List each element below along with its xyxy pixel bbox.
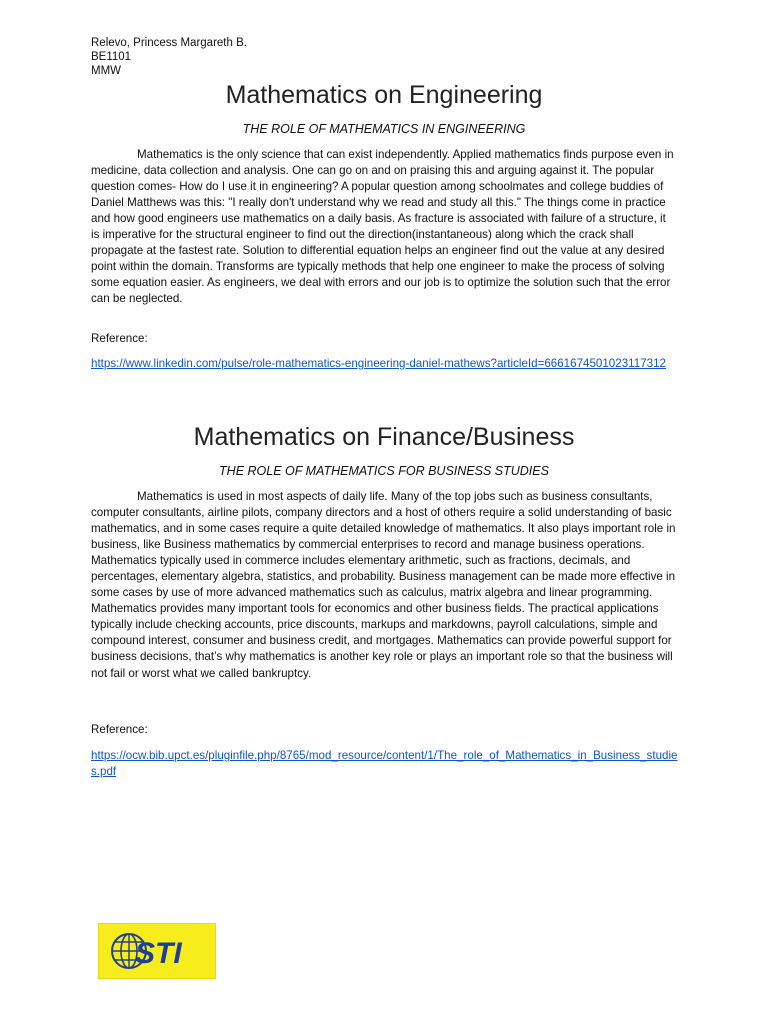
- business-body: Mathematics is used in most aspects of daily life. Many of the top jobs such as business consultants, computer consultants, airline pilots, company directors and a host of others require a solid understanding of basic mathematics, and in some cases require a quite detailed knowledge of mathematics. It also plays important role in business, like Business mathematics by commercial enterprises to record and manage business operations. Mathematics typically used in commerce includes elementary arithmetic, such as fractions, decimals, and percentages, elementary algebra, statistics, and probability. Business management can be made more effective in some cases by use of more advanced mathematics such as calculus, matrix algebra and linear programming. Mathematics provides many important tools for economics and other business fields. The practical applications typically include checking accounts, price discounts, markups and markdowns, payroll calculations, simple and compound interest, consumer and business credit, and mortgages. Mathematics can provide powerful support for business decisions, that’s why mathematics is another key role or plays an important role so that the business will not fail or worst what we called bankruptcy.: [91, 490, 676, 680]
- engineering-reference-label: Reference:: [91, 332, 148, 345]
- course-code: MMW: [91, 65, 122, 77]
- business-reference-link[interactable]: https://ocw.bib.upct.es/pluginfile.php/8765/mod_resource/content/1/The_role_of_Mathematics_in_Business_studies.pdf: [91, 749, 678, 778]
- business-subtitle: THE ROLE OF MATHEMATICS FOR BUSINESS STUDIES: [219, 464, 549, 478]
- engineering-reference-link[interactable]: https://www.linkedin.com/pulse/role-mathematics-engineering-daniel-mathews?articleId=6661674501023117312: [91, 357, 666, 370]
- header-meta: [91, 36, 247, 78]
- logo-text: STI: [135, 937, 182, 970]
- sti-logo-graphic: [105, 929, 209, 973]
- engineering-body: Mathematics is the only science that can exist independently. Applied mathematics finds purpose even in medicine, data collection and analysis. One can go on and on praising this and arguing against it. The popular question comes- How do I use it in engineering? A popular question among schoolmates and college buddies of Daniel Matthews was this: "I really don't understand why we read and study all this." The things come in practice and how good engineers use mathematics on a daily basis. As fracture is associated with failure of a structure, it is imperative for the structural engineer to find out the direction(instantaneous) along which the crack shall propagate at the fastest rate. Solution to differential equation helps an engineer find out the value at any desired point within the domain. Transforms are typically methods that help one engineer to make the process of solving some equation easier. As engineers, we deal with errors and our job is to optimize the solution such that the error can be neglected.: [91, 148, 674, 306]
- business-title: Mathematics on Finance/Business: [193, 423, 575, 451]
- business-reference-label: Reference:: [91, 723, 148, 736]
- author-name: Relevo, Princess Margareth B.: [91, 37, 247, 49]
- section-code: BE1101: [91, 51, 132, 63]
- sti-logo: [98, 923, 216, 979]
- engineering-title: Mathematics on Engineering: [225, 81, 543, 109]
- engineering-subtitle: THE ROLE OF MATHEMATICS IN ENGINEERING: [242, 122, 526, 136]
